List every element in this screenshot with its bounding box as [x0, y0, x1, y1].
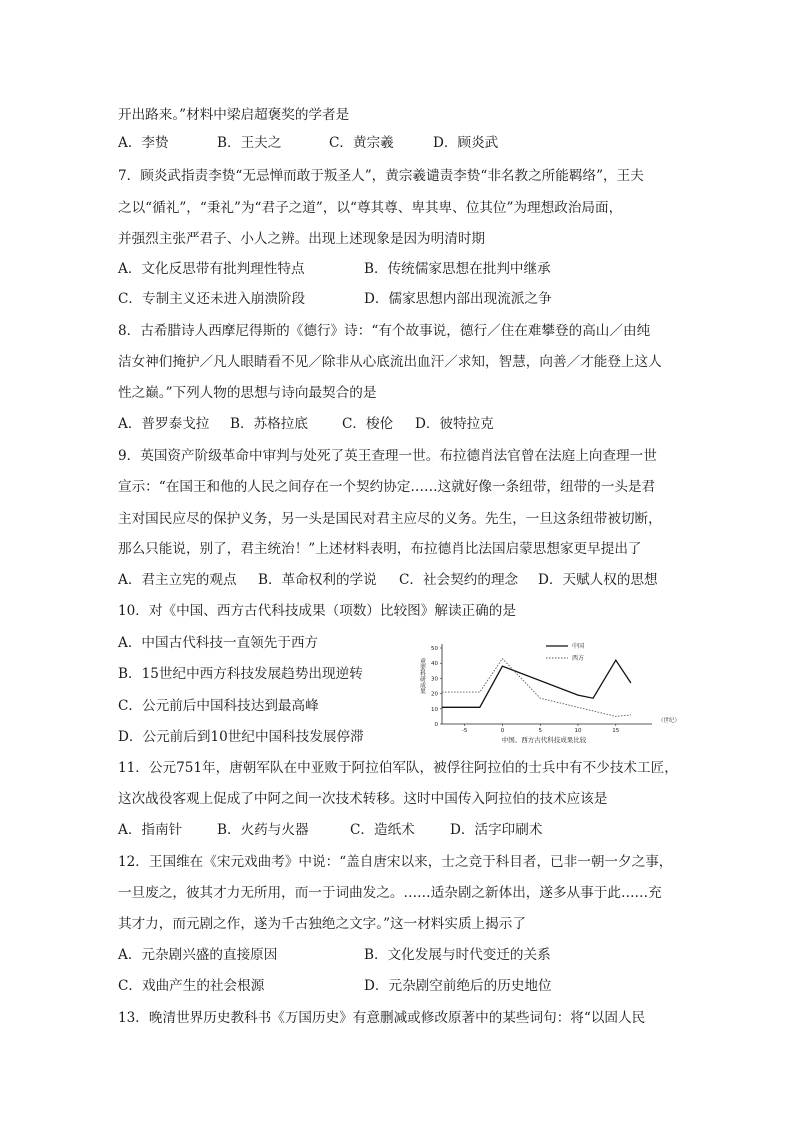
- chart-caption: 中国、西方古代科技成果比较: [501, 736, 587, 744]
- q11-option-b: B．火药与火器: [217, 822, 309, 838]
- q13-stem-line-1: 13．晚清世界历史教科书《万国历史》有意删减或修改原著中的某些词句：将“以固人民: [118, 1010, 646, 1026]
- q7-stem-line-1: 7．顾炎武指责李贽“无忌惮而敢于叛圣人”，黄宗羲谴责李贽“非名教之所能羁络”，王夫: [118, 168, 644, 184]
- q12-option-a: A．元杂剧兴盛的直接原因: [118, 947, 278, 963]
- q10-option-c: C．公元前后中国科技达到最高峰: [118, 698, 319, 714]
- q11-option-c: C．造纸术: [350, 822, 415, 838]
- q6-option-d: D．顾炎武: [433, 135, 499, 151]
- science-comparison-chart: [414, 636, 681, 746]
- x-tick-label: 5: [538, 728, 542, 734]
- q10-stem: 10．对《中国、西方古代科技成果（项数）比较图》解读正确的是: [118, 603, 516, 619]
- q9-option-c: C．社会契约的理念: [399, 572, 519, 588]
- q9-stem-line-4: 那么只能说，别了，君主统治！”上述材料表明，布拉德肖比法国启蒙思想家更早提出了: [118, 541, 642, 557]
- y-axis-label: 重要科研成果: [418, 658, 426, 694]
- q6-option-c: C．黄宗羲: [329, 135, 394, 151]
- q10-option-b: B．15世纪中西方科技发展趋势出现逆转: [118, 666, 363, 682]
- q6-option-a: A．李贽: [118, 135, 169, 151]
- y-tick-label: 10: [431, 706, 438, 713]
- q7-option-d: D．儒家思想内部出现流派之争: [364, 291, 552, 307]
- q8-option-c: C．梭伦: [342, 416, 394, 432]
- x-tick-label: 15: [612, 728, 620, 734]
- q12-option-c: C．戏曲产生的社会根源: [118, 978, 265, 994]
- q10-option-d: D．公元前后到10世纪中国科技发展停滞: [118, 729, 364, 745]
- y-tick-label: 0: [434, 722, 438, 728]
- y-tick-label: 40: [431, 661, 438, 668]
- q12-option-d: D．元杂剧空前绝后的历史地位: [364, 978, 552, 994]
- chart-svg: [414, 636, 681, 746]
- q10-option-a: A．中国古代科技一直领先于西方: [118, 635, 319, 651]
- q9-option-b: B．革命权利的学说: [258, 572, 377, 588]
- q6-stem-tail: 开出路来。”材料中梁启超褒奖的学者是: [118, 107, 350, 123]
- q8-stem-line-3: 性之巅。”下列人物的思想与诗向最契合的是: [118, 385, 377, 401]
- q9-option-a: A．君主立宪的观点: [118, 572, 237, 588]
- q9-stem-line-2: 宣示：“在国王和他的人民之间存在一个契约协定……这就好像一条纽带，纽带的一头是君: [118, 479, 656, 495]
- q7-stem-line-3: 并强烈主张严君子、小人之辨。出现上述现象是因为明清时期: [118, 231, 486, 247]
- q11-stem-line-2: 这次战役客观上促成了中阿之间一次技术转移。这时中国传入阿拉伯的技术应该是: [118, 791, 608, 807]
- q6-option-b: B．王夫之: [217, 135, 282, 151]
- q11-option-a: A．指南针: [118, 822, 183, 838]
- q7-option-c: C．专制主义还未进入崩溃阶段: [118, 291, 306, 307]
- x-tick-label: 10: [574, 728, 582, 734]
- q8-stem-line-1: 8．古希腊诗人西摩尼得斯的《德行》诗：“有个故事说，德行／住在难攀登的高山／由纯: [118, 323, 651, 339]
- q7-option-a: A．文化反思带有批判理性特点: [118, 261, 305, 277]
- q12-option-b: B．文化发展与时代变迁的关系: [364, 947, 551, 963]
- q12-stem-line-3: 其才力，而元剧之作，遂为千古独绝之文字。”这一材料实质上揭示了: [118, 916, 526, 932]
- q9-option-d: D．天赋人权的思想: [538, 572, 658, 588]
- q12-stem-line-2: 一旦废之，彼其才力无所用，而一于词曲发之。……适杂剧之新体出，遂多从事于此……充: [118, 885, 662, 901]
- y-tick-label: 20: [431, 691, 438, 698]
- x-tick-label: 0: [500, 728, 505, 734]
- q8-option-d: D．彼特拉克: [415, 416, 494, 432]
- q9-stem-line-3: 主对国民应尽的保护义务，另一头是国民对君主应尽的义务。先生，一旦这条纽带被切断，: [118, 511, 662, 527]
- q8-stem-line-2: 洁女神们掩护／凡人眼睛看不见／除非从心底流出血汗／求知，智慧，向善／才能登上这人: [118, 354, 662, 370]
- q7-stem-line-2: 之以“循礼”，“秉礼”为“君子之道”，以“尊其尊、卑其卑、位其位”为理想政治局面，: [118, 200, 623, 216]
- y-tick-label: 30: [431, 676, 438, 683]
- x-axis-label: （世纪）: [658, 718, 681, 724]
- series-line-0: [442, 660, 631, 707]
- legend-label-1: 西方: [572, 655, 585, 662]
- q12-stem-line-1: 12．王国维在《宋元戏曲考》中说：“盖自唐宋以来，士之竞于科目者，已非一朝一夕之事，: [118, 854, 673, 870]
- q11-option-d: D．活字印刷术: [450, 822, 543, 838]
- q7-option-b: B．传统儒家思想在批判中继承: [364, 261, 551, 277]
- y-tick-label: 50: [431, 646, 438, 652]
- q8-option-b: B．苏格拉底: [230, 416, 308, 432]
- legend-label-0: 中国: [572, 643, 585, 650]
- q8-option-a: A．普罗泰戈拉: [118, 416, 210, 432]
- x-tick-label: -5: [461, 728, 468, 734]
- q11-stem-line-1: 11．公元751年，唐朝军队在中亚败于阿拉伯军队，被俘往阿拉伯的士兵中有不少技术工匠，: [118, 760, 678, 776]
- q9-stem-line-1: 9．英国资产阶级革命中审判与处死了英王查理一世。布拉德肖法官曾在法庭上向查理一世: [118, 448, 657, 464]
